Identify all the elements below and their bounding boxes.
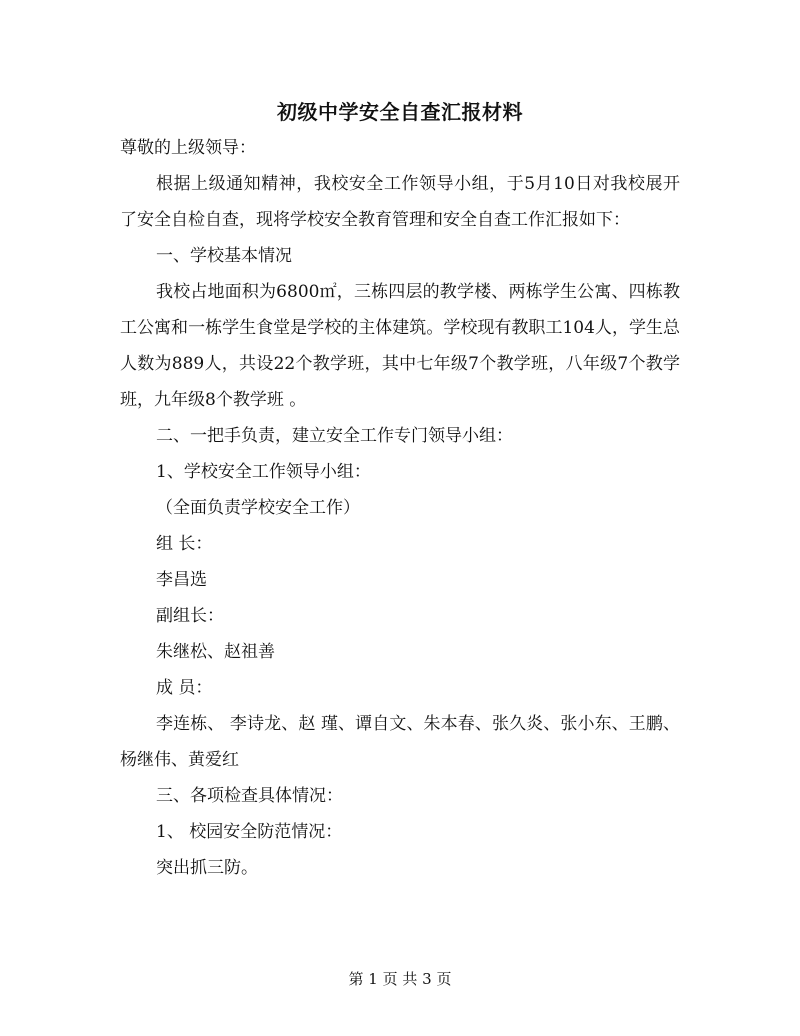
- paragraph-intro: 根据上级通知精神，我校安全工作领导小组，于5月10日对我校展开了安全自检自查，现将学校安全教育管理和安全自查工作汇报如下：: [120, 174, 680, 230]
- section-heading-2: 二、一把手负责，建立安全工作专门领导小组：: [156, 426, 513, 446]
- group-responsibility: （全面负责学校安全工作）: [156, 498, 360, 518]
- paragraph-basic-info: 我校占地面积为6800㎡，三栋四层的教学楼、两栋学生公寓、四栋教工公寓和一栋学生食堂是学校的主体建筑。学校现有教职工104人，学生总人数为889人，共设22个教学班，其中七年级7个教学班，八年级7个教学班，九年级8个教学班 。: [120, 282, 680, 410]
- document-body: [120, 130, 680, 886]
- leader-name: 李昌选: [156, 570, 207, 590]
- section-heading-1: 一、学校基本情况: [156, 246, 292, 266]
- section-heading-3: 三、各项检查具体情况：: [156, 786, 343, 806]
- page-number-footer: 第 1 页 共 3 页: [348, 970, 452, 988]
- paragraph-three-prevention: 突出抓三防。: [156, 858, 258, 878]
- salutation: 尊敬的上级领导：: [120, 138, 256, 158]
- document-title: 初级中学安全自查汇报材料: [277, 100, 523, 124]
- leader-label: 组 长：: [156, 534, 213, 554]
- members-label: 成 员：: [156, 678, 213, 698]
- deputy-leader-label: 副组长：: [156, 606, 224, 626]
- members-names: 李连栋、 李诗龙、赵 瑾、谭自文、朱本春、张久炎、张小东、王鹏、杨继伟、黄爱红: [120, 714, 680, 770]
- subsection-heading-1: 1、学校安全工作领导小组：: [156, 462, 371, 482]
- subsection-heading-2: 1、 校园安全防范情况：: [156, 822, 343, 842]
- deputy-leader-names: 朱继松、赵祖善: [156, 642, 275, 662]
